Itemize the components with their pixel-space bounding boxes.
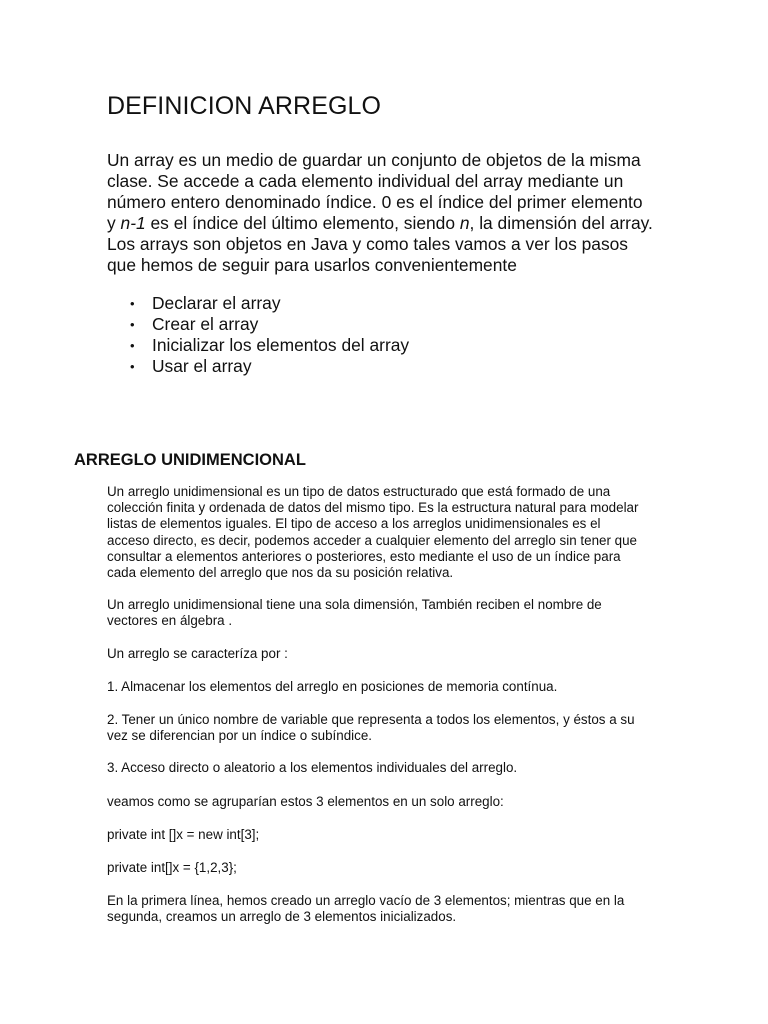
bullet-icon: • — [130, 359, 135, 374]
characteristic-2 — [107, 712, 667, 744]
bullet-icon: • — [130, 296, 135, 311]
intro-text: , la dimensión del array. — [469, 213, 653, 233]
list-item — [107, 293, 409, 314]
code-text: private int[]x = {1,2,3}; — [107, 860, 237, 876]
list-item — [107, 335, 409, 356]
intro-line: que hemos de seguir para usarlos convenientemente — [107, 255, 517, 275]
code-text: private int []x = new int[3]; — [107, 826, 260, 842]
paragraph-line: vectores en álgebra . — [107, 613, 233, 629]
list-item-label: Crear el array — [152, 314, 259, 334]
intro-text: es el índice del último elemento, siendo — [145, 213, 460, 233]
characteristics-intro — [107, 646, 667, 662]
paragraph-line: En la primera línea, hemos creado un arreglo vacío de 3 elementos; mientras que en la — [107, 893, 625, 909]
paragraph-line: cada elemento del arreglo que nos da su posición relativa. — [107, 565, 454, 581]
intro-text: y — [107, 213, 121, 233]
list-item-label: Usar el array — [152, 356, 252, 376]
characteristic-3 — [107, 760, 667, 776]
steps-list — [107, 293, 409, 377]
list-item-label: Inicializar los elementos del array — [152, 335, 410, 355]
list-item — [107, 356, 409, 377]
paragraph-line: consultar a elementos anteriores o posteriores, esto mediante el uso de un índice para — [107, 548, 621, 564]
paragraph-line: Un arreglo unidimensional es un tipo de datos estructurado que está formado de una — [107, 484, 611, 499]
paragraph-line: 3. Acceso directo o aleatorio a los elementos individuales del arreglo. — [107, 760, 518, 776]
paragraph-line: 2. Tener un único nombre de variable que representa a todos los elementos, y éstos a su — [107, 712, 635, 728]
characteristic-1 — [107, 679, 667, 695]
intro-line: clase. Se accede a cada elemento individual del array mediante un — [107, 171, 624, 191]
intro-italic-term: n-1 — [120, 213, 146, 233]
example-intro — [107, 794, 667, 810]
paragraph-line: Un arreglo unidimensional tiene una sola dimensión, También reciben el nombre de — [107, 597, 602, 613]
intro-line — [107, 213, 667, 234]
paragraph-line: 1. Almacenar los elementos del arreglo en posiciones de memoria contínua. — [107, 678, 558, 694]
paragraph-line: acceso directo, es decir, podemos acceder a cualquier elemento del arreglo sin tener que — [107, 532, 637, 548]
intro-paragraph — [107, 150, 667, 276]
intro-italic-term: n — [459, 213, 470, 233]
explanation-paragraph — [107, 893, 667, 925]
bullet-icon: • — [130, 317, 135, 332]
intro-line: Un array es un medio de guardar un conjunto de objetos de la misma — [107, 150, 641, 170]
page-title: DEFINICION ARREGLO — [107, 92, 382, 120]
bullet-icon: • — [130, 338, 135, 353]
intro-line: Los arrays son objetos en Java y como tales vamos a ver los pasos — [107, 234, 629, 254]
paragraph-line: Un arreglo se caracteríza por : — [107, 645, 288, 661]
paragraph-line: segunda, creamos un arreglo de 3 elementos inicializados. — [107, 909, 457, 925]
definition-paragraph — [107, 484, 667, 581]
code-line-2 — [107, 860, 667, 876]
section-body — [107, 484, 667, 926]
list-item-label: Declarar el array — [152, 293, 281, 313]
paragraph-line: colección finita y ordenada de datos del mismo tipo. Es la estructura natural para modelar — [107, 500, 639, 516]
list-item — [107, 314, 409, 335]
section-heading: ARREGLO UNIDIMENCIONAL — [74, 451, 306, 469]
intro-line: número entero denominado índice. 0 es el índice del primer elemento — [107, 192, 643, 212]
paragraph-line: vez se diferencian por un índice o subíndice. — [107, 728, 373, 744]
paragraph-line: listas de elementos iguales. El tipo de acceso a los arreglos unidimensionales es el — [107, 516, 601, 532]
dimension-paragraph — [107, 597, 667, 629]
paragraph-line: veamos como se agruparían estos 3 elementos en un solo arreglo: — [107, 793, 504, 809]
code-line-1 — [107, 827, 667, 843]
